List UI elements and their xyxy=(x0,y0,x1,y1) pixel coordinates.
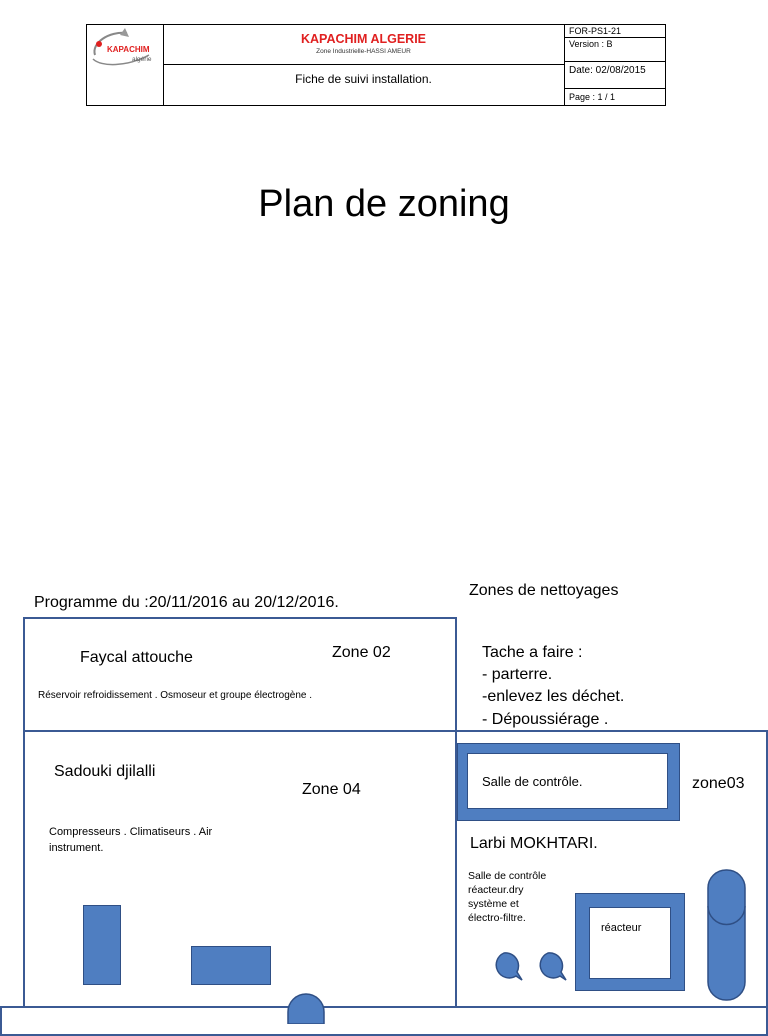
zone-04-person: Sadouki djilalli xyxy=(54,763,156,780)
doc-date: Date: 02/08/2015 xyxy=(569,65,646,76)
zone-03-description: système et xyxy=(468,898,519,910)
task-item: - Dépoussiérage . xyxy=(482,711,609,728)
zone-02-area xyxy=(23,617,457,732)
zones-heading: Zones de nettoyages xyxy=(469,582,619,599)
zone-02-person: Faycal attouche xyxy=(80,649,193,666)
reactor xyxy=(589,907,671,979)
task-item: - parterre. xyxy=(482,666,553,683)
doc-info-cell xyxy=(564,25,666,105)
task-item: -enlevez les déchet. xyxy=(482,688,625,705)
form-title: Fiche de suivi installation. xyxy=(295,72,432,86)
tasks-heading: Tache a faire : xyxy=(482,644,583,661)
kapachim-logo-icon xyxy=(87,25,163,105)
zone-03-description: électro-filtre. xyxy=(468,912,526,924)
company-address: Zone Industrielle-HASSI AMEUR xyxy=(316,48,411,55)
zone-03-description: réacteur.dry xyxy=(468,884,524,896)
zone-02-description: Réservoir refroidissement . Osmoseur et groupe électrogène . xyxy=(38,690,313,701)
doc-ref: FOR-PS1-21 xyxy=(569,26,622,36)
zone-02-label: Zone 02 xyxy=(332,644,391,661)
air-conditioner-equipment xyxy=(191,946,271,985)
programme-dates: Programme du :20/11/2016 au 20/12/2016. xyxy=(34,594,339,611)
compressor-equipment xyxy=(83,905,121,985)
logo-cell xyxy=(87,25,164,105)
form-title-cell xyxy=(163,64,564,105)
doc-version: Version : B xyxy=(569,39,613,49)
bottom-zone-area xyxy=(0,1006,768,1036)
zone-03-description: Salle de contrôle xyxy=(468,870,547,882)
logo-sub: algérie xyxy=(132,56,152,63)
reactor-label: réacteur xyxy=(601,922,642,934)
zone-04-description: Compresseurs . Climatiseurs . Air xyxy=(49,826,213,838)
zone-03-label: zone03 xyxy=(692,775,745,792)
company-cell xyxy=(163,25,564,65)
document-header xyxy=(86,24,666,106)
bottom-tank-icon xyxy=(286,992,326,1024)
control-room-label: Salle de contrôle. xyxy=(482,774,583,789)
cylinder-tank-icon xyxy=(706,868,748,1004)
page-title: Plan de zoning xyxy=(258,183,510,225)
zone-04-label: Zone 04 xyxy=(302,781,361,798)
zone-03-person: Larbi MOKHTARI. xyxy=(470,835,598,852)
company-name: KAPACHIM ALGERIE xyxy=(301,32,426,46)
logo-name: KAPACHIM xyxy=(107,45,150,54)
zone-04-description: instrument. xyxy=(49,842,104,854)
filter-tanks-icon xyxy=(488,950,568,990)
doc-page: Page : 1 / 1 xyxy=(569,92,616,102)
